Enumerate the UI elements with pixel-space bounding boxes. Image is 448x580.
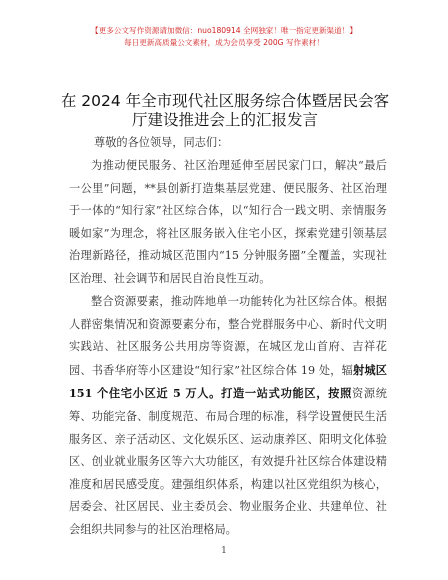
promo-banner-line-2: 每日更新高质量公文素材，成为会员享受 200G 写作素材！ bbox=[124, 38, 324, 47]
promo-banner-line-1: 【更多公文写作资源请加微信：nuo180914 全网独家！唯一指定更新渠道！】 bbox=[91, 26, 357, 35]
document-title-line-2: 厅建设推进会上的汇报发言 bbox=[131, 111, 318, 129]
greeting: 尊敬的各位领导，同志们： bbox=[94, 136, 229, 149]
paragraph-2-text-start: 整合资源要素，推动阵地单一功能转化为社区综合体。根据人群密集情况和资源要素分布，整合党群服务中心、新时代文明实践站、社区服务公共用房等资源，在城区龙山首府、吉祥花园、书香华府等小区建设“知行家”社区综合体 19 处，辐 bbox=[69, 295, 387, 377]
page-number: 1 bbox=[221, 546, 227, 556]
paragraph-2-text-end: 资源统筹、功能完备、制度规范、布局合理的标准，科学设置便民生活服务区、亲子活动区、文化娱乐区、运动康养区、阳明文化体验区、创业就业服务区等六大功能区，有效提升社区综合体建设精准度和居民感受度。建强组织体系，构建以社区党组织为核心，居委会、社区居民、业主委员会、物业服务企业、共建单位、社会组织共同参与的社区治理格局。 bbox=[69, 387, 387, 536]
document-title-line-1: 在 2024 年全市现代社区服务综合体暨居民会客 bbox=[60, 92, 390, 110]
body-paragraph-2 bbox=[69, 291, 387, 542]
paragraph-2-bold-text: 射城区 151 个住宅小区近 5 万人。打造一站式功能区，按照 bbox=[69, 362, 387, 401]
body-paragraph-1: 为推动便民服务、社区治理延伸至居民家门口，解决“最后一公里”问题，**县创新打造集基层党建、便民服务、社区治理于一体的“知行家”社区综合体，以“知行合一践文明、亲情服务暖如家”为理念，将社区服务嵌入住宅小区，探索党建引领基层治理新路径，推动城区范围内“15 分钟服务圈”全覆盖，实现社区治理、社会调节和居民自治良性互动。 bbox=[69, 159, 387, 285]
